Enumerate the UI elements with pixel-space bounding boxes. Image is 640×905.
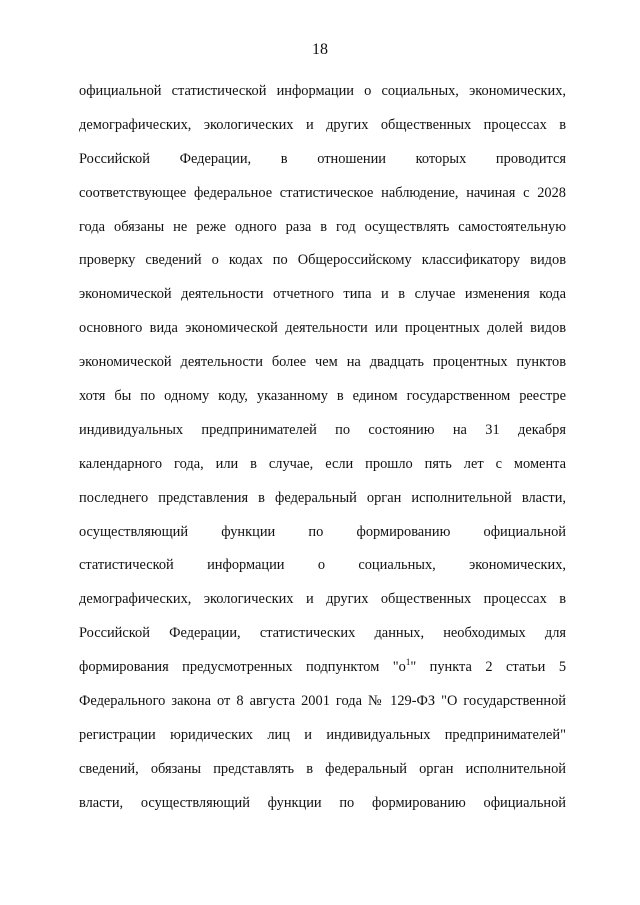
- text-line: регистрации юридических лиц и индивидуальных предпринимателей": [79, 726, 566, 743]
- text-line: индивидуальных предпринимателей по состоянию на 31 декабря: [79, 421, 566, 438]
- text-line: хотя бы по одному коду, указанному в едином государственном реестре: [79, 388, 566, 405]
- text-line: экономической деятельности отчетного типа и в случае изменения кода: [79, 286, 566, 303]
- text-line: календарного года, или в случае, если прошло пять лет с момента: [79, 455, 566, 472]
- superscript: 1: [405, 657, 411, 668]
- text-line: проверку сведений о кодах по Общероссийскому классификатору видов: [79, 252, 566, 269]
- text-line: экономической деятельности более чем на двадцать процентных пунктов: [79, 354, 566, 371]
- text-line: года обязаны не реже одного раза в год осуществлять самостоятельную: [79, 218, 566, 235]
- page-number: 18: [312, 41, 328, 58]
- text-line: основного вида экономической деятельности или процентных долей видов: [79, 320, 566, 337]
- line-text-start: формирования предусмотренных подпунктом "о: [79, 659, 406, 676]
- text-line: соответствующее федеральное статистическое наблюдение, начиная с 2028: [79, 184, 566, 201]
- text-line: осуществляющий функции по формированию официальной: [79, 523, 566, 540]
- body-text: [79, 82, 566, 828]
- text-line: официальной статистической информации о социальных, экономических,: [79, 83, 566, 99]
- text-line: Федерального закона от 8 августа 2001 года № 129-ФЗ "О государственной: [79, 693, 566, 710]
- text-line: демографических, экологических и других общественных процессах в: [79, 591, 566, 608]
- text-line: сведений, обязаны представлять в федеральный орган исполнительной: [79, 760, 566, 777]
- text-line: статистической информации о социальных, экономических,: [79, 557, 566, 574]
- text-line: власти, осуществляющий функции по формированию официальной: [79, 794, 566, 811]
- text-line: Российской Федерации, статистических данных, необходимых для: [79, 625, 566, 642]
- line-text-end: " пункта 2 статьи 5: [410, 659, 567, 676]
- text-line-with-superscript: [79, 658, 566, 692]
- text-line: последнего представления в федеральный орган исполнительной власти,: [79, 489, 566, 506]
- text-line: Российской Федерации, в отношении которых проводится: [79, 150, 566, 167]
- text-line: демографических, экологических и других общественных процессах в: [79, 116, 566, 133]
